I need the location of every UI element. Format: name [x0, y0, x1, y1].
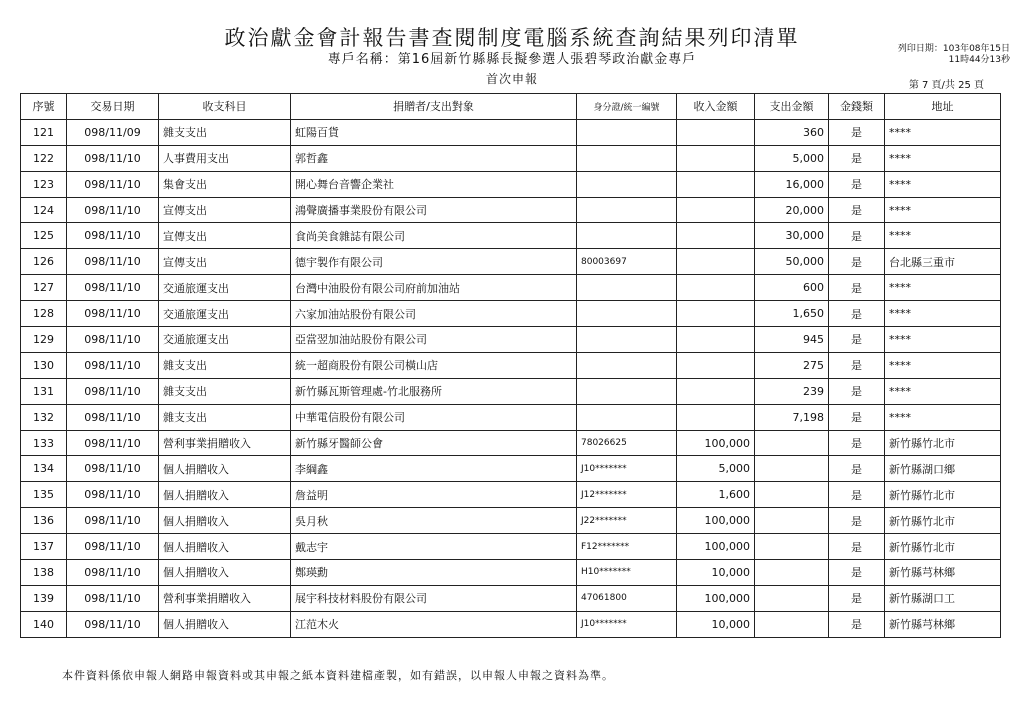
cell-party: 鄭瑛勳	[291, 560, 577, 586]
cell-category: 雜支支出	[159, 119, 291, 145]
col-header-address: 地址	[885, 94, 1001, 120]
cell-seq: 123	[21, 171, 67, 197]
cell-date: 098/11/10	[67, 508, 159, 534]
cell-date: 098/11/10	[67, 197, 159, 223]
cell-monetary: 是	[829, 534, 885, 560]
cell-seq: 132	[21, 404, 67, 430]
cell-income	[677, 223, 755, 249]
cell-party: 開心舞台音響企業社	[291, 171, 577, 197]
cell-category: 個人捐贈收入	[159, 482, 291, 508]
print-timestamp	[898, 44, 1010, 66]
table-row	[21, 611, 1001, 637]
cell-id: J10*******	[577, 611, 677, 637]
cell-id	[577, 378, 677, 404]
cell-seq: 122	[21, 145, 67, 171]
cell-category: 個人捐贈收入	[159, 456, 291, 482]
cell-id	[577, 197, 677, 223]
cell-category: 宣傳支出	[159, 197, 291, 223]
cell-income: 10,000	[677, 560, 755, 586]
cell-category: 宣傳支出	[159, 249, 291, 275]
cell-party: 江范木火	[291, 611, 577, 637]
cell-address: 新竹縣湖口工	[885, 585, 1001, 611]
cell-category: 雜支支出	[159, 352, 291, 378]
cell-id	[577, 352, 677, 378]
cell-income: 100,000	[677, 585, 755, 611]
table-header-row	[21, 94, 1001, 120]
cell-party: 新竹縣瓦斯管理處-竹北服務所	[291, 378, 577, 404]
cell-income	[677, 378, 755, 404]
document-title: 政治獻金會計報告書查閱制度電腦系統查詢結果列印清單	[224, 26, 800, 50]
cell-party: 六家加油站股份有限公司	[291, 301, 577, 327]
cell-party: 統一超商股份有限公司橫山店	[291, 352, 577, 378]
cell-expense	[755, 482, 829, 508]
cell-category: 雜支支出	[159, 404, 291, 430]
cell-id: J22*******	[577, 508, 677, 534]
cell-seq: 137	[21, 534, 67, 560]
cell-address: ****	[885, 352, 1001, 378]
cell-address: ****	[885, 223, 1001, 249]
cell-address: ****	[885, 119, 1001, 145]
cell-address: 新竹縣湖口鄉	[885, 456, 1001, 482]
cell-date: 098/11/10	[67, 534, 159, 560]
col-header-expense: 支出金額	[755, 94, 829, 120]
cell-seq: 124	[21, 197, 67, 223]
cell-expense: 50,000	[755, 249, 829, 275]
cell-id	[577, 171, 677, 197]
cell-date: 098/11/10	[67, 171, 159, 197]
cell-income	[677, 145, 755, 171]
cell-date: 098/11/10	[67, 611, 159, 637]
col-header-seq: 序號	[21, 94, 67, 120]
cell-party: 李綱鑫	[291, 456, 577, 482]
cell-address: ****	[885, 378, 1001, 404]
cell-category: 交通旅運支出	[159, 275, 291, 301]
cell-expense: 239	[755, 378, 829, 404]
cell-party: 中華電信股份有限公司	[291, 404, 577, 430]
cell-monetary: 是	[829, 560, 885, 586]
cell-income	[677, 171, 755, 197]
cell-address: 新竹縣竹北市	[885, 508, 1001, 534]
footer-note: 本件資料係依申報人網路申報資料或其申報之紙本資料建檔產製，如有錯誤，以申報人申報之資料為準。	[62, 669, 614, 682]
cell-date: 098/11/10	[67, 301, 159, 327]
cell-date: 098/11/10	[67, 378, 159, 404]
cell-income: 1,600	[677, 482, 755, 508]
cell-seq: 134	[21, 456, 67, 482]
cell-address: ****	[885, 275, 1001, 301]
cell-party: 亞當翌加油站股份有限公司	[291, 327, 577, 353]
cell-income: 100,000	[677, 534, 755, 560]
table-row	[21, 430, 1001, 456]
cell-seq: 131	[21, 378, 67, 404]
cell-id: J12*******	[577, 482, 677, 508]
cell-date: 098/11/10	[67, 145, 159, 171]
cell-monetary: 是	[829, 404, 885, 430]
cell-date: 098/11/09	[67, 119, 159, 145]
cell-expense	[755, 456, 829, 482]
table-row	[21, 327, 1001, 353]
cell-id	[577, 223, 677, 249]
cell-income	[677, 301, 755, 327]
cell-monetary: 是	[829, 456, 885, 482]
table-row	[21, 301, 1001, 327]
cell-date: 098/11/10	[67, 430, 159, 456]
cell-monetary: 是	[829, 482, 885, 508]
cell-expense	[755, 430, 829, 456]
cell-monetary: 是	[829, 352, 885, 378]
cell-expense	[755, 534, 829, 560]
cell-date: 098/11/10	[67, 482, 159, 508]
cell-date: 098/11/10	[67, 404, 159, 430]
cell-seq: 139	[21, 585, 67, 611]
cell-seq: 121	[21, 119, 67, 145]
col-header-date: 交易日期	[67, 94, 159, 120]
cell-category: 個人捐贈收入	[159, 508, 291, 534]
cell-expense: 360	[755, 119, 829, 145]
cell-expense: 5,000	[755, 145, 829, 171]
cell-id: F12*******	[577, 534, 677, 560]
cell-date: 098/11/10	[67, 352, 159, 378]
cell-category: 個人捐贈收入	[159, 611, 291, 637]
cell-party: 新竹縣牙醫師公會	[291, 430, 577, 456]
cell-expense: 1,650	[755, 301, 829, 327]
cell-party: 虹陽百貨	[291, 119, 577, 145]
cell-monetary: 是	[829, 275, 885, 301]
cell-id: 47061800	[577, 585, 677, 611]
cell-income	[677, 404, 755, 430]
cell-id	[577, 327, 677, 353]
table-row	[21, 508, 1001, 534]
cell-income	[677, 119, 755, 145]
cell-party: 鴻聲廣播事業股份有限公司	[291, 197, 577, 223]
cell-category: 集會支出	[159, 171, 291, 197]
cell-income: 5,000	[677, 456, 755, 482]
cell-id	[577, 275, 677, 301]
cell-seq: 125	[21, 223, 67, 249]
cell-date: 098/11/10	[67, 327, 159, 353]
cell-address: ****	[885, 301, 1001, 327]
cell-seq: 129	[21, 327, 67, 353]
cell-monetary: 是	[829, 197, 885, 223]
cell-party: 詹益明	[291, 482, 577, 508]
col-header-income: 收入金額	[677, 94, 755, 120]
table-row	[21, 482, 1001, 508]
table-row	[21, 560, 1001, 586]
cell-id: 80003697	[577, 249, 677, 275]
cell-monetary: 是	[829, 430, 885, 456]
cell-date: 098/11/10	[67, 223, 159, 249]
cell-id: 78026625	[577, 430, 677, 456]
cell-expense: 20,000	[755, 197, 829, 223]
col-header-monetary: 金錢類	[829, 94, 885, 120]
cell-date: 098/11/10	[67, 456, 159, 482]
cell-address: ****	[885, 145, 1001, 171]
cell-date: 098/11/10	[67, 585, 159, 611]
cell-party: 德宇製作有限公司	[291, 249, 577, 275]
cell-seq: 138	[21, 560, 67, 586]
cell-monetary: 是	[829, 301, 885, 327]
table-row	[21, 223, 1001, 249]
cell-category: 個人捐贈收入	[159, 560, 291, 586]
table-row	[21, 404, 1001, 430]
cell-id: H10*******	[577, 560, 677, 586]
cell-monetary: 是	[829, 585, 885, 611]
cell-income	[677, 327, 755, 353]
cell-category: 宣傳支出	[159, 223, 291, 249]
cell-address: ****	[885, 327, 1001, 353]
page-info: 第 7 頁/共 25 頁	[908, 80, 984, 91]
report-type: 首次申報	[485, 72, 538, 86]
cell-income	[677, 275, 755, 301]
cell-category: 個人捐贈收入	[159, 534, 291, 560]
table-row	[21, 197, 1001, 223]
cell-monetary: 是	[829, 119, 885, 145]
cell-id: J10*******	[577, 456, 677, 482]
cell-address: 台北縣三重市	[885, 249, 1001, 275]
table-row	[21, 378, 1001, 404]
cell-id	[577, 301, 677, 327]
cell-category: 交通旅運支出	[159, 301, 291, 327]
cell-income	[677, 352, 755, 378]
cell-address: 新竹縣竹北市	[885, 534, 1001, 560]
cell-monetary: 是	[829, 171, 885, 197]
cell-category: 營利事業捐贈收入	[159, 585, 291, 611]
cell-monetary: 是	[829, 249, 885, 275]
cell-date: 098/11/10	[67, 275, 159, 301]
cell-id	[577, 145, 677, 171]
print-time: 11時44分13秒	[948, 55, 1010, 65]
col-header-party: 捐贈者/支出對象	[291, 94, 577, 120]
cell-seq: 128	[21, 301, 67, 327]
cell-category: 雜支支出	[159, 378, 291, 404]
cell-expense: 7,198	[755, 404, 829, 430]
cell-address: 新竹縣竹北市	[885, 430, 1001, 456]
cell-seq: 136	[21, 508, 67, 534]
cell-monetary: 是	[829, 223, 885, 249]
cell-seq: 140	[21, 611, 67, 637]
cell-income: 10,000	[677, 611, 755, 637]
cell-id	[577, 404, 677, 430]
col-header-category: 收支科目	[159, 94, 291, 120]
cell-party: 食尚美食雜誌有限公司	[291, 223, 577, 249]
cell-party: 戴志宇	[291, 534, 577, 560]
cell-party: 吳月秋	[291, 508, 577, 534]
table-row	[21, 534, 1001, 560]
print-date: 列印日期：103年08年15日	[897, 44, 1010, 54]
cell-income: 100,000	[677, 430, 755, 456]
cell-party: 台灣中油股份有限公司府前加油站	[291, 275, 577, 301]
cell-seq: 130	[21, 352, 67, 378]
records-table	[20, 93, 1001, 638]
cell-income	[677, 249, 755, 275]
cell-party: 郭哲鑫	[291, 145, 577, 171]
table-row	[21, 585, 1001, 611]
cell-address: 新竹縣竹北市	[885, 482, 1001, 508]
cell-id	[577, 119, 677, 145]
cell-date: 098/11/10	[67, 560, 159, 586]
cell-expense: 945	[755, 327, 829, 353]
cell-expense	[755, 560, 829, 586]
cell-seq: 127	[21, 275, 67, 301]
cell-party: 展宇科技材料股份有限公司	[291, 585, 577, 611]
cell-monetary: 是	[829, 378, 885, 404]
cell-category: 營利事業捐贈收入	[159, 430, 291, 456]
cell-expense: 600	[755, 275, 829, 301]
table-row	[21, 352, 1001, 378]
cell-date: 098/11/10	[67, 249, 159, 275]
cell-expense	[755, 508, 829, 534]
cell-expense: 275	[755, 352, 829, 378]
cell-monetary: 是	[829, 327, 885, 353]
cell-seq: 133	[21, 430, 67, 456]
cell-category: 交通旅運支出	[159, 327, 291, 353]
cell-monetary: 是	[829, 611, 885, 637]
cell-address: ****	[885, 171, 1001, 197]
table-row	[21, 145, 1001, 171]
table-row	[21, 119, 1001, 145]
table-row	[21, 171, 1001, 197]
cell-income	[677, 197, 755, 223]
cell-monetary: 是	[829, 508, 885, 534]
cell-address: 新竹縣芎林鄉	[885, 560, 1001, 586]
cell-monetary: 是	[829, 145, 885, 171]
account-name: 專戶名稱：第16屆新竹縣縣長擬參選人張碧琴政治獻金專戶	[327, 52, 697, 67]
table-row	[21, 249, 1001, 275]
cell-expense	[755, 585, 829, 611]
table-row	[21, 275, 1001, 301]
col-header-id: 身分證/統一編號	[577, 94, 677, 120]
cell-address: 新竹縣芎林鄉	[885, 611, 1001, 637]
cell-address: ****	[885, 404, 1001, 430]
table-row	[21, 456, 1001, 482]
cell-expense: 30,000	[755, 223, 829, 249]
cell-address: ****	[885, 197, 1001, 223]
cell-expense: 16,000	[755, 171, 829, 197]
cell-seq: 126	[21, 249, 67, 275]
cell-income: 100,000	[677, 508, 755, 534]
cell-category: 人事費用支出	[159, 145, 291, 171]
cell-expense	[755, 611, 829, 637]
cell-seq: 135	[21, 482, 67, 508]
